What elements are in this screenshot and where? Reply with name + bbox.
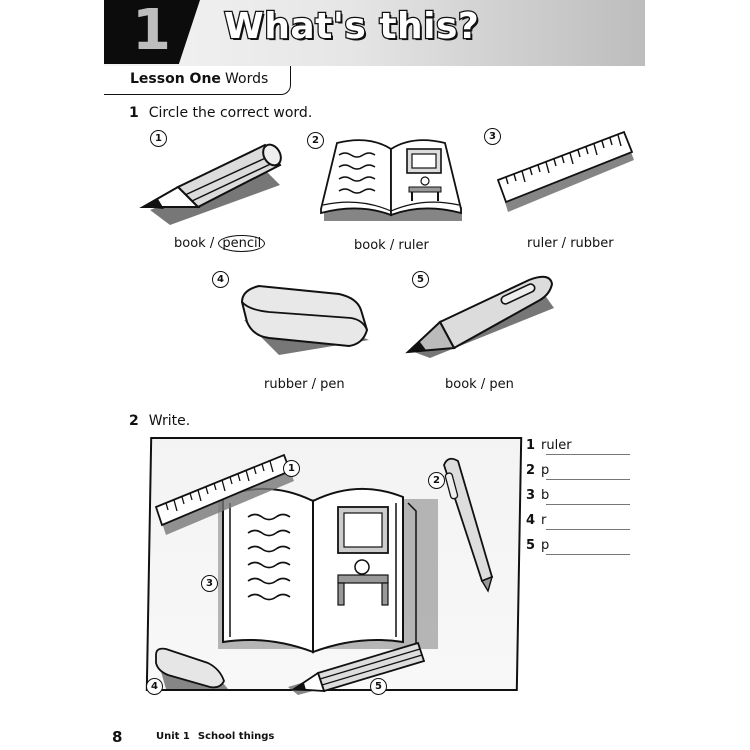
scene-illustration — [148, 437, 518, 689]
scene-label-2: 2 — [428, 472, 445, 489]
pencil-icon — [140, 135, 285, 220]
exercise-1-title — [129, 105, 312, 121]
lesson-label: Lesson One — [130, 71, 221, 87]
scene-label-3: 3 — [201, 575, 218, 592]
pen-icon — [404, 270, 559, 360]
answer-row-3 — [526, 488, 572, 513]
answer-text[interactable]: b — [541, 488, 550, 503]
answer-row-4 — [526, 513, 572, 538]
answer-text[interactable]: p — [541, 463, 550, 478]
item-4-options — [264, 377, 345, 392]
answer-text[interactable]: ruler — [541, 438, 572, 453]
ruler-icon — [494, 130, 639, 220]
exercise-1-instruction: Circle the correct word. — [148, 105, 313, 121]
item-3-options — [527, 236, 614, 251]
scene-label-1: 1 — [283, 460, 300, 477]
item-2-options — [354, 238, 429, 253]
lesson-section: Words — [225, 71, 269, 87]
answer-row-5 — [526, 538, 572, 563]
option-pen[interactable]: pen — [489, 377, 514, 392]
answer-text[interactable]: p — [541, 538, 550, 553]
footer-unit — [156, 731, 274, 742]
item-number-4: 4 — [212, 271, 229, 288]
exercise-2-number: 2 — [129, 413, 139, 429]
answer-row-1 — [526, 438, 572, 463]
option-ruler[interactable]: ruler — [527, 236, 558, 251]
lesson-tab — [104, 66, 291, 95]
answer-list — [526, 438, 572, 563]
separator: / — [205, 236, 219, 251]
exercise-2-instruction: Write. — [148, 413, 191, 429]
item-1-options — [174, 236, 265, 251]
option-book[interactable]: book — [174, 236, 206, 251]
exercise-1-number: 1 — [129, 105, 139, 121]
separator: / — [307, 377, 321, 392]
item-number-3: 3 — [484, 128, 501, 145]
option-rubber[interactable]: rubber — [570, 236, 614, 251]
answer-blank[interactable] — [546, 479, 630, 480]
answer-number: 3 — [526, 488, 536, 503]
answer-blank[interactable] — [546, 504, 630, 505]
answer-number: 1 — [526, 438, 536, 453]
answer-number: 5 — [526, 538, 536, 553]
separator: / — [385, 238, 399, 253]
book-icon — [319, 135, 464, 225]
unit-title: School things — [197, 731, 275, 742]
answer-number: 4 — [526, 513, 536, 528]
page-number: 8 — [112, 728, 123, 746]
option-rubber[interactable]: rubber — [264, 377, 308, 392]
unit-number: 1 — [132, 0, 171, 63]
option-ruler[interactable]: ruler — [398, 238, 429, 253]
answer-number: 2 — [526, 463, 536, 478]
option-book[interactable]: book — [445, 377, 477, 392]
answer-blank[interactable] — [546, 529, 630, 530]
page-title: What's this? — [224, 6, 480, 47]
exercise-2-title — [129, 413, 190, 429]
option-pencil-circled[interactable]: pencil — [218, 235, 265, 252]
item-number-2: 2 — [307, 132, 324, 149]
rubber-icon — [239, 280, 374, 355]
item-number-5: 5 — [412, 271, 429, 288]
separator: / — [557, 236, 571, 251]
workbook-page — [104, 0, 645, 750]
answer-text[interactable]: r — [541, 513, 547, 528]
option-book[interactable]: book — [354, 238, 386, 253]
scene-label-5: 5 — [370, 678, 387, 695]
item-5-options — [445, 377, 514, 392]
answer-row-2 — [526, 463, 572, 488]
scene-label-4: 4 — [146, 678, 163, 695]
separator: / — [476, 377, 490, 392]
answer-blank[interactable] — [546, 554, 630, 555]
item-number-1: 1 — [150, 130, 167, 147]
unit-label: Unit 1 — [156, 731, 190, 742]
option-pen[interactable]: pen — [320, 377, 345, 392]
answer-blank[interactable] — [546, 454, 630, 455]
